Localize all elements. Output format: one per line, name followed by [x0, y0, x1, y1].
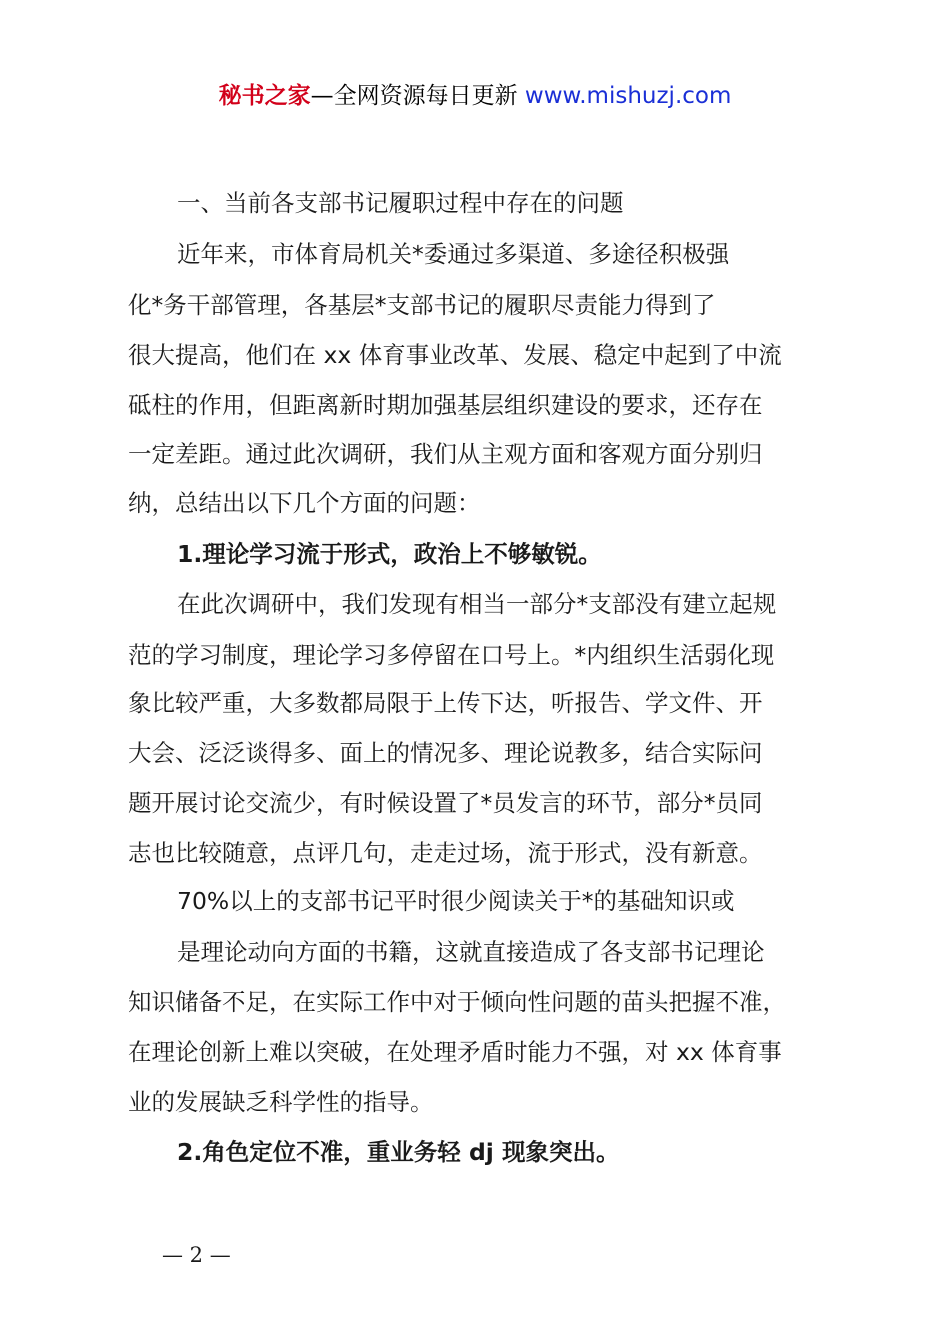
- section-heading: 一、当前各支部书记履职过程中存在的问题: [177, 189, 624, 217]
- paragraph-line: 很大提高，他们在 xx 体育事业改革、发展、稳定中起到了中流: [128, 341, 782, 369]
- paragraph-line: 题开展讨论交流少，有时候设置了*员发言的环节，部分*员同: [128, 789, 763, 817]
- paragraph-line: 近年来，市体育局机关*委通过多渠道、多途径积极强: [177, 240, 730, 268]
- paragraph-line: 化*务干部管理，各基层*支部书记的履职尽责能力得到了: [128, 291, 716, 319]
- site-header: [0, 80, 950, 112]
- paragraph-line: 象比较严重，大多数都局限于上传下达，听报告、学文件、开: [128, 689, 763, 717]
- paragraph-line: 志也比较随意，点评几句，走走过场，流于形式，没有新意。: [128, 839, 763, 867]
- subheading: 1.理论学习流于形式，政治上不够敏锐。: [177, 540, 602, 568]
- site-url[interactable]: www.mishuzj.com: [524, 83, 732, 109]
- slogan: —全网资源每日更新: [310, 83, 525, 109]
- paragraph-line: 业的发展缺乏科学性的指导。: [128, 1088, 434, 1116]
- paragraph-line: 一定差距。通过此次调研，我们从主观方面和客观方面分别归: [128, 440, 763, 468]
- paragraph-line: 在理论创新上难以突破，在处理矛盾时能力不强，对 xx 体育事: [128, 1038, 782, 1066]
- paragraph-line: 是理论动向方面的书籍，这就直接造成了各支部书记理论: [177, 938, 765, 966]
- paragraph-line: 砥柱的作用，但距离新时期加强基层组织建设的要求，还存在: [128, 391, 763, 419]
- paragraph-line: 知识储备不足，在实际工作中对于倾向性问题的苗头把握不准，: [128, 988, 786, 1016]
- paragraph-line: 范的学习制度，理论学习多停留在口号上。*内组织生活弱化现: [128, 641, 775, 669]
- brand-name: 秘书之家: [218, 83, 311, 109]
- paragraph-line: 在此次调研中，我们发现有相当一部分*支部没有建立起规: [177, 590, 777, 618]
- page-number: — 2 —: [162, 1243, 231, 1267]
- paragraph-line: 纳，总结出以下几个方面的问题：: [128, 489, 481, 517]
- paragraph-line: 大会、泛泛谈得多、面上的情况多、理论说教多，结合实际问: [128, 739, 763, 767]
- paragraph-line: 70%以上的支部书记平时很少阅读关于*的基础知识或: [177, 887, 735, 915]
- subheading: 2.角色定位不准，重业务轻 dj 现象突出。: [177, 1138, 620, 1166]
